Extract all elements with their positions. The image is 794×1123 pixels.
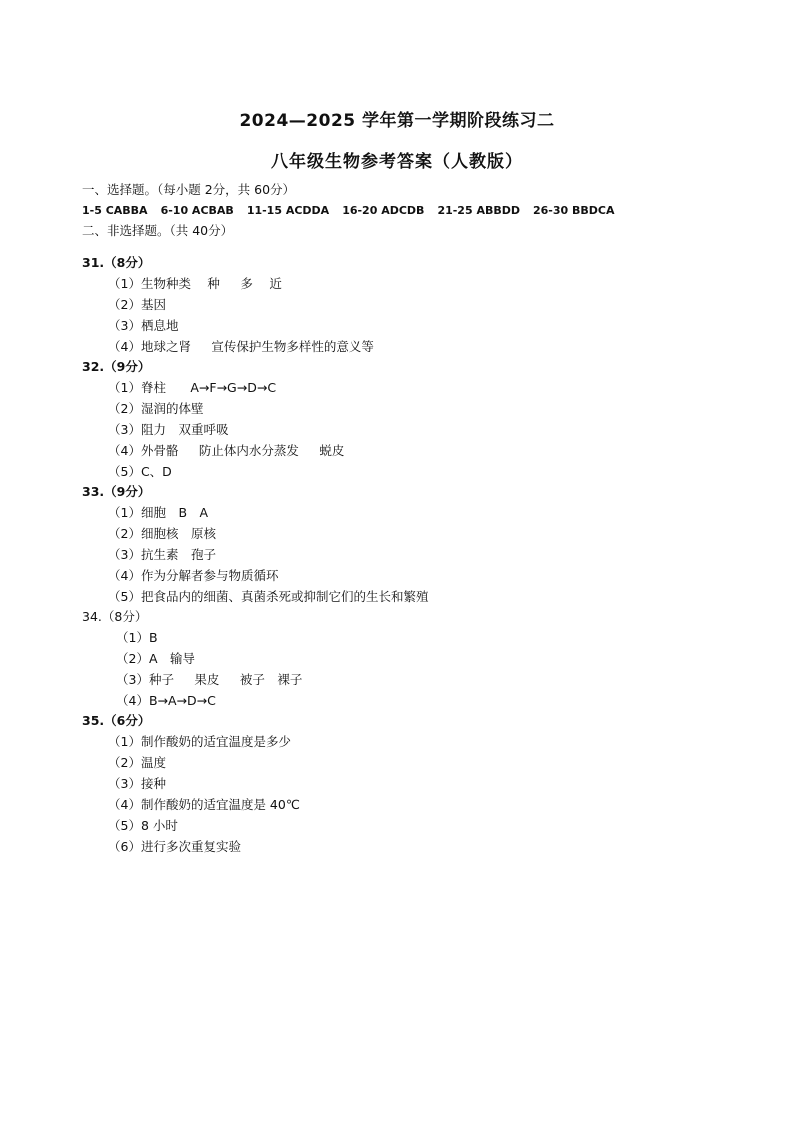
mcq-answer-group: 11-15 ACDDA: [246, 204, 330, 217]
question-32-answer: （5）C、D: [108, 464, 172, 479]
question-35-header: 35.（6分）: [82, 713, 151, 728]
question-34-answer: （3）种子 果皮 被子 裸子: [116, 672, 303, 687]
question-32-answer: （2）湿润的体壁: [108, 401, 204, 416]
question-33-header: 33.（9分）: [82, 484, 151, 499]
question-33-answer: （2）细胞核 原核: [108, 526, 216, 541]
question-31-answer: （4）地球之肾 宣传保护生物多样性的意义等: [108, 339, 374, 354]
question-34-answer: （4）B→A→D→C: [116, 693, 216, 708]
question-35-answer: （2）温度: [108, 755, 166, 770]
section1-heading: 一、选择题。（每小题 2分，共 60分）: [82, 182, 296, 197]
question-35-answer: （6）进行多次重复实验: [108, 839, 241, 854]
mcq-answer-group: 26-30 BBDCA: [533, 204, 615, 217]
mcq-answer-group: 16-20 ADCDB: [342, 204, 425, 217]
question-34-answer: （1）B: [116, 630, 158, 645]
question-33-answer: （1）细胞 B A: [108, 505, 209, 520]
question-31-header: 31.（8分）: [82, 255, 151, 270]
question-35-answer: （1）制作酸奶的适宜温度是多少: [108, 734, 291, 749]
section2-heading: 二、非选择题。（共 40分）: [82, 223, 234, 238]
question-32-answer: （4）外骨骼 防止体内水分蒸发 蜕皮: [108, 443, 345, 458]
question-34-answer: （2）A 输导: [116, 651, 196, 666]
mcq-answer-group: 1-5 CABBA: [82, 204, 148, 217]
question-33-answer: （4）作为分解者参与物质循环: [108, 568, 279, 583]
mcq-answer-group: 21-25 ABBDD: [437, 204, 520, 217]
question-35-answer: （5）8 小时: [108, 818, 178, 833]
question-31-answer: （1）生物种类 种 多 近: [108, 276, 282, 291]
document-subtitle: 八年级生物参考答案（人教版）: [271, 152, 523, 172]
question-32-answer: （1）脊柱 A→F→G→D→C: [108, 380, 277, 395]
question-32-answer: （3）阻力 双重呼吸: [108, 422, 229, 437]
question-34-header: 34.（8分）: [82, 609, 148, 624]
question-32-header: 32.（9分）: [82, 359, 151, 374]
question-35-answer: （3）接种: [108, 776, 166, 791]
mcq-answer-group: 6-10 ACBAB: [160, 204, 234, 217]
question-35-answer: （4）制作酸奶的适宜温度是 40℃: [108, 797, 300, 812]
question-31-answer: （2）基因: [108, 297, 166, 312]
question-33-answer: （3）抗生素 孢子: [108, 547, 216, 562]
document-title: 2024—2025 学年第一学期阶段练习二: [239, 111, 555, 131]
question-31-answer: （3）栖息地: [108, 318, 179, 333]
mcq-answers: [82, 203, 628, 219]
question-33-answer: （5）把食品内的细菌、真菌杀死或抑制它们的生长和繁殖: [108, 589, 429, 604]
